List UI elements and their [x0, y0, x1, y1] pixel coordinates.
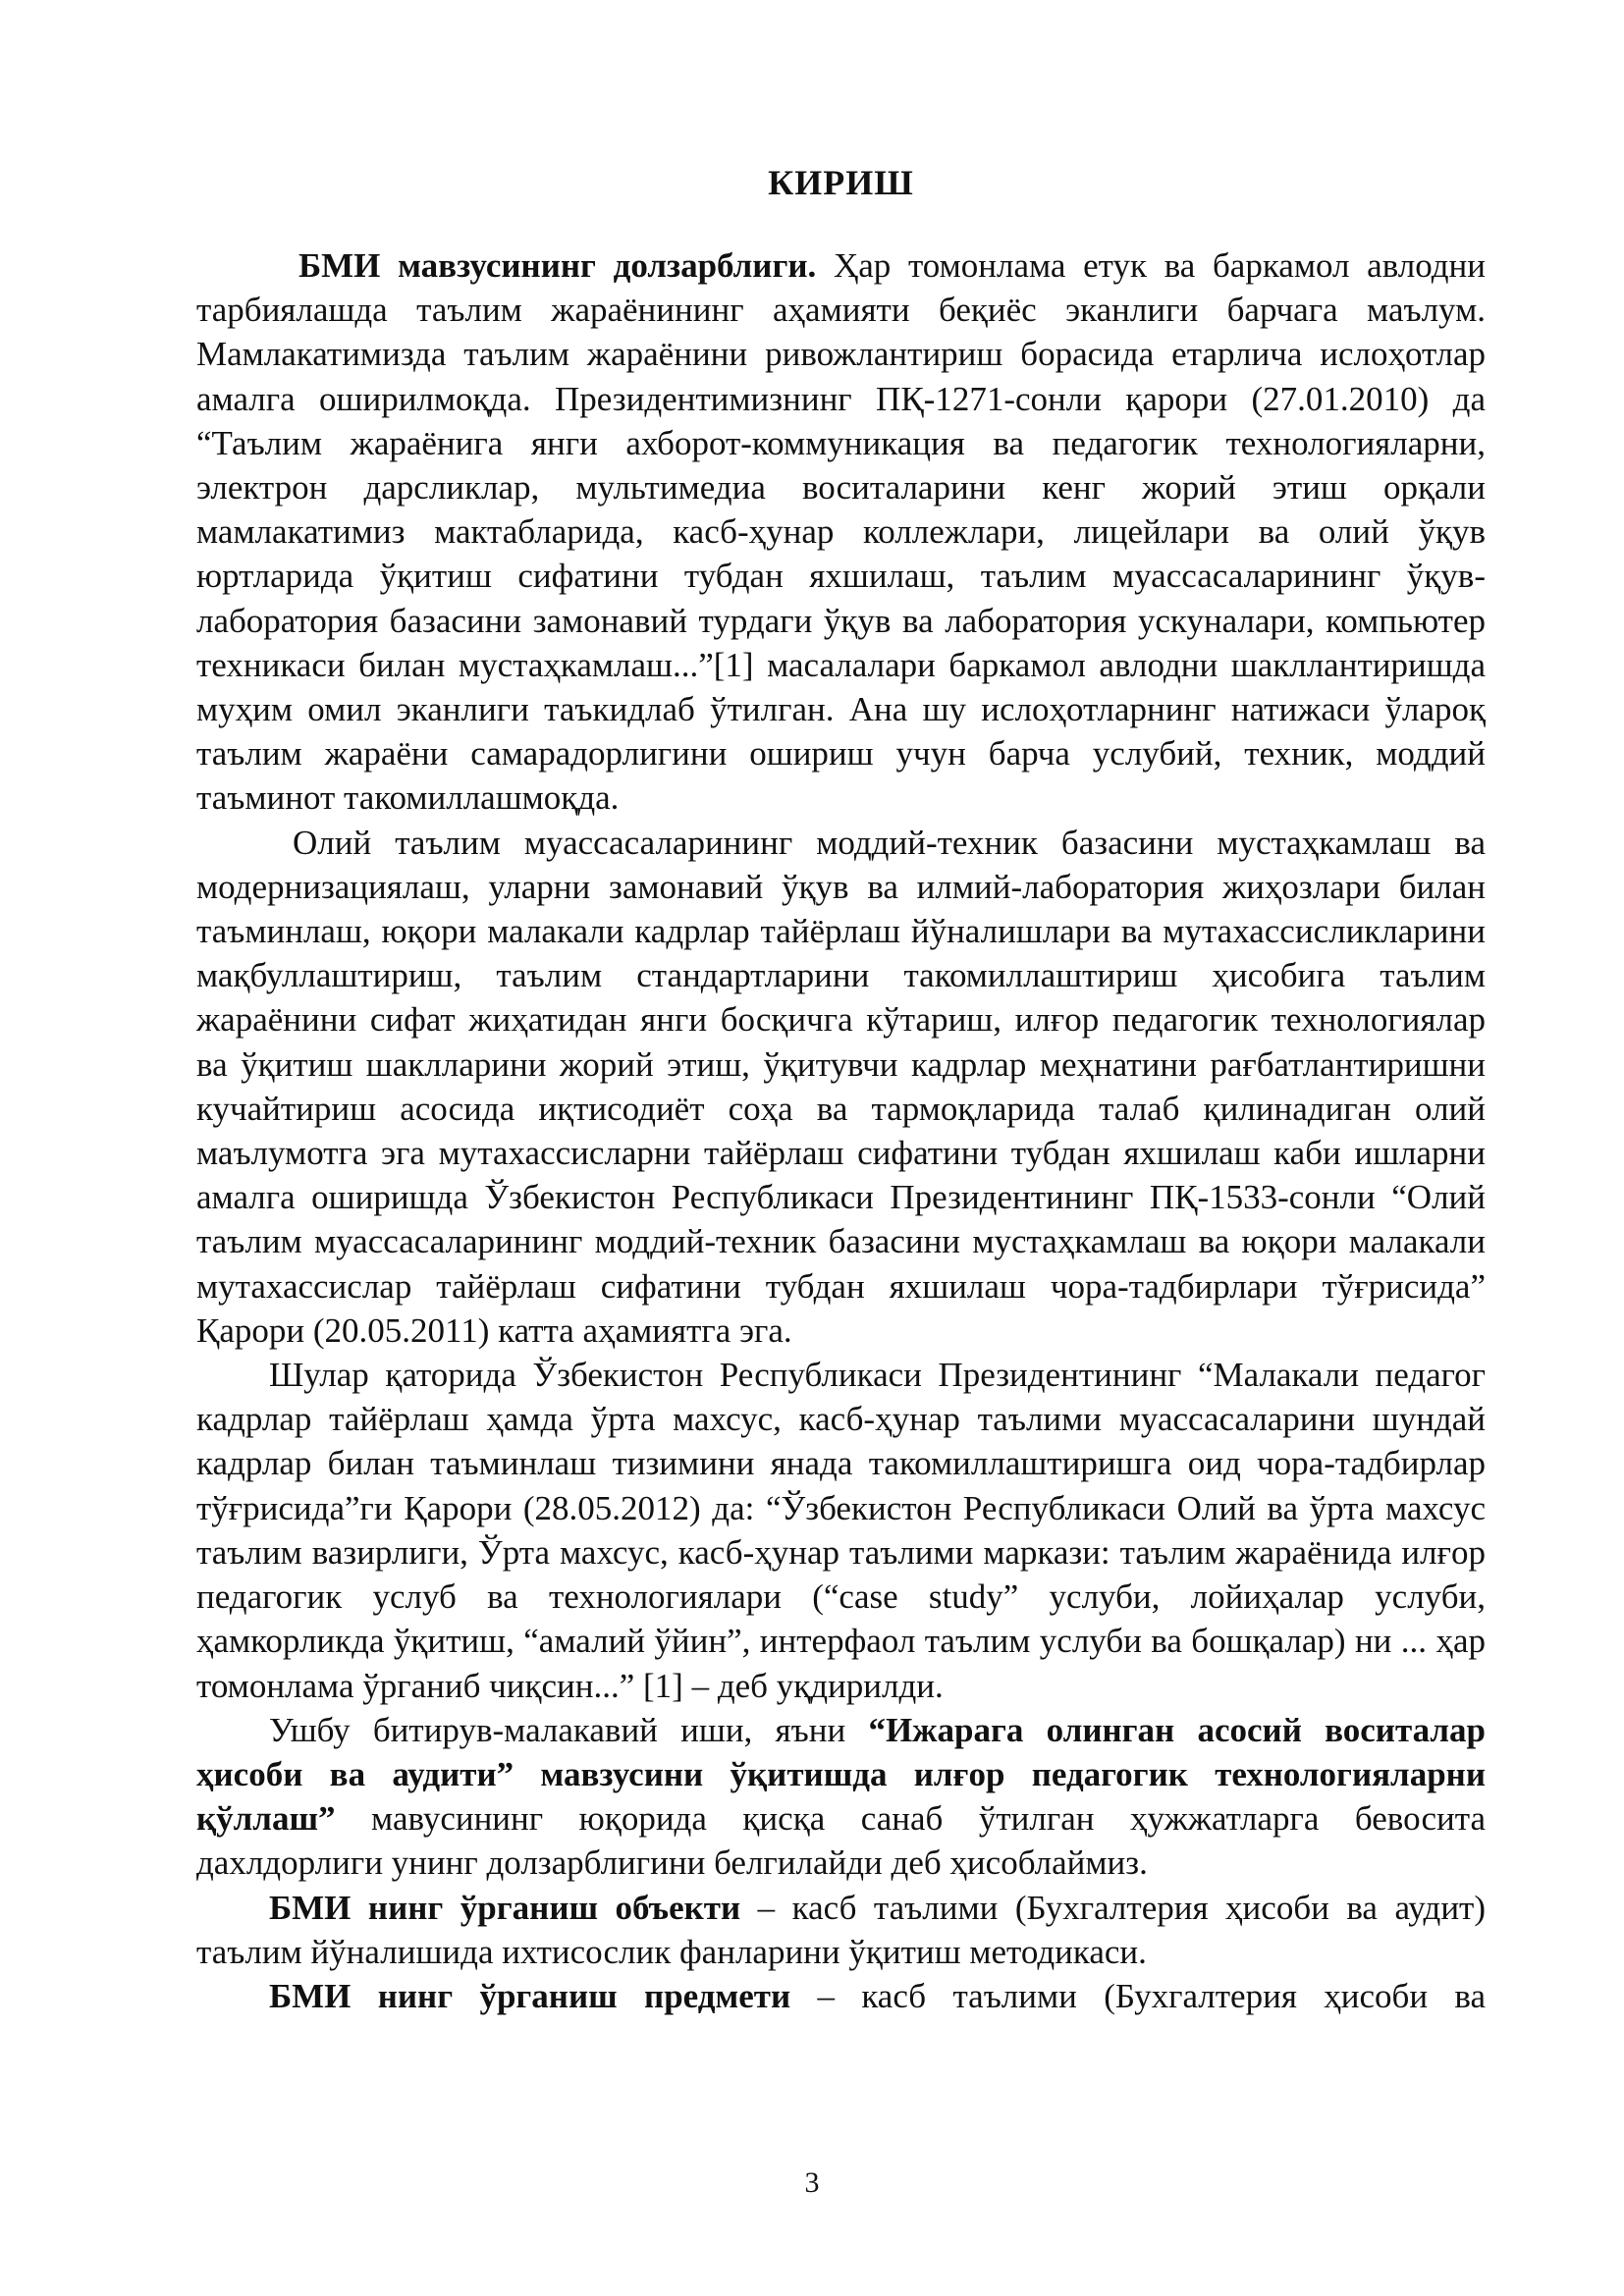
paragraph-relevance: [196, 243, 1486, 821]
paragraph-text-pre: Ушбу битирув-малакавий иши, яъни: [269, 1710, 869, 1749]
document-page: [196, 147, 1486, 2018]
thesis-topic-title: “Ижарага олинган асосий воситалар ҳисоби ва аудити” мавзусини ўқитишда илғор педагогик технологияларни қўллаш”: [196, 1710, 1486, 1839]
paragraph-higher-education: [196, 821, 1486, 1353]
section-title: КИРИШ: [768, 163, 914, 202]
paragraph-text: Ҳар томонлама етук ва баркамол авлодни тарбиялашда таълим жараёнининг аҳамияти беқиёс эканлиги барчага маълум. Мамлакатимизда таълим жараёнини ривожлантириш борасида етарлича ислоҳотлар амалга оширилмоқда. Президентимизнинг ПҚ-1271-сонли қарори (27.01.2010) да “Таълим жараёнига янги ахборот-коммуникация ва педагогик технологияларни, электрон дарсликлар, мультимедиа воситаларини кенг жорий этиш орқали мамлакатимиз мактабларида, касб-ҳунар коллежлари, лицейлари ва олий ўқув юртларида ўқитиш сифатини тубдан яхшилаш, таълим муассасаларининг ўқув-лаборатория базасини замонавий турдаги ўқув ва лаборатория ускуналари, компьютер техникаси билан мустаҳкамлаш...”[1] масалалари баркамол авлодни шакллантиришда муҳим омил эканлиги таъкидлаб ўтилган. Ана шу ислоҳотларнинг натижаси ўлароқ таълим жараёни самарадорлигини ошириш учун барча услубий, техник, моддий таъминот такомиллашмоқда.: [196, 246, 1486, 818]
page-number: 3: [804, 2166, 820, 2199]
paragraph-research-object: [196, 1886, 1486, 1974]
paragraph-text: – касб таълими (Бухгалтерия ҳисоби ва аудит) таълим йўналишида ихтисослик фанларини ўқитиш методикаси.: [196, 1888, 1487, 1971]
paragraph-text: – касб таълими (Бухгалтерия ҳисоби ва: [790, 1976, 1486, 2015]
paragraph-lead: БМИ нинг ўрганиш предмети: [269, 1976, 791, 2015]
paragraph-research-subject: [196, 1974, 1486, 2018]
paragraph-text-post: мавусининг юқорида қисқа санаб ўтилган ҳужжатларга бевосита дахлдорлиги унинг долзарблигини белгилайди деб ҳисоблаймиз.: [196, 1799, 1486, 1883]
paragraph-lead: БМИ мавзусининг долзарблиги.: [298, 246, 817, 285]
paragraph-text: Олий таълим муассасаларининг моддий-техник базасини мустаҳкамлаш ва модернизациялаш, уларни замонавий ўқув ва илмий-лаборатория жиҳозлари билан таъминлаш, юқори малакали кадрлар тайёрлаш йўналишлари ва мутахассисликларини мақбуллаштириш, таълим стандартларини такомиллаштириш ҳисобига таълим жараёнини сифат жиҳатидан янги босқичга кўтариш, илғор педагогик технологиялар ва ўқитиш шаклларини жорий этиш, ўқитувчи кадрлар меҳнатини рағбатлантиришни кучайтириш асосида иқтисодиёт соҳа ва тармоқларида талаб қилинадиган олий маълумотга эга мутахассисларни тайёрлаш сифатини тубдан яхшилаш каби ишларни амалга оширишда Ўзбекистон Республикаси Президентининг ПҚ-1533-сонли “Олий таълим муассасаларининг моддий-техник базасини мустаҳкамлаш ва юқори малакали мутахассислар тайёрлаш сифатини тубдан яхшилаш чора-тадбирлари тўғрисида” Қарори (20.05.2011) катта аҳамиятга эга.: [196, 823, 1486, 1350]
paragraph-thesis-topic: [196, 1708, 1486, 1886]
paragraph-text: Шулар қаторида Ўзбекистон Республикаси Президентининг “Малакали педагог кадрлар тайёрлаш ҳамда ўрта махсус, касб-ҳунар таълими муассасаларини шундай кадрлар билан таъминлаш тизимини янада такомиллаштиришга оид чора-тадбирлар тўғрисида”ги Қарори (28.05.2012) да: “Ўзбекистон Республикаси Олий ва ўрта махсус таълим вазирлиги, Ўрта махсус, касб-ҳунар таълими маркази: таълим жараёнида илғор педагогик услуб ва технологиялари (“case study” услуби, лойиҳалар услуби, ҳамкорликда ўқитиш, “амалий ўйин”, интерфаол таълим услуби ва бошқалар) ни ... ҳар томонлама ўрганиб чиқсин...” [1] – деб уқдирилди.: [196, 1356, 1486, 1705]
paragraph-decree: [196, 1353, 1486, 1708]
paragraph-lead: БМИ нинг ўрганиш объекти: [269, 1888, 741, 1927]
